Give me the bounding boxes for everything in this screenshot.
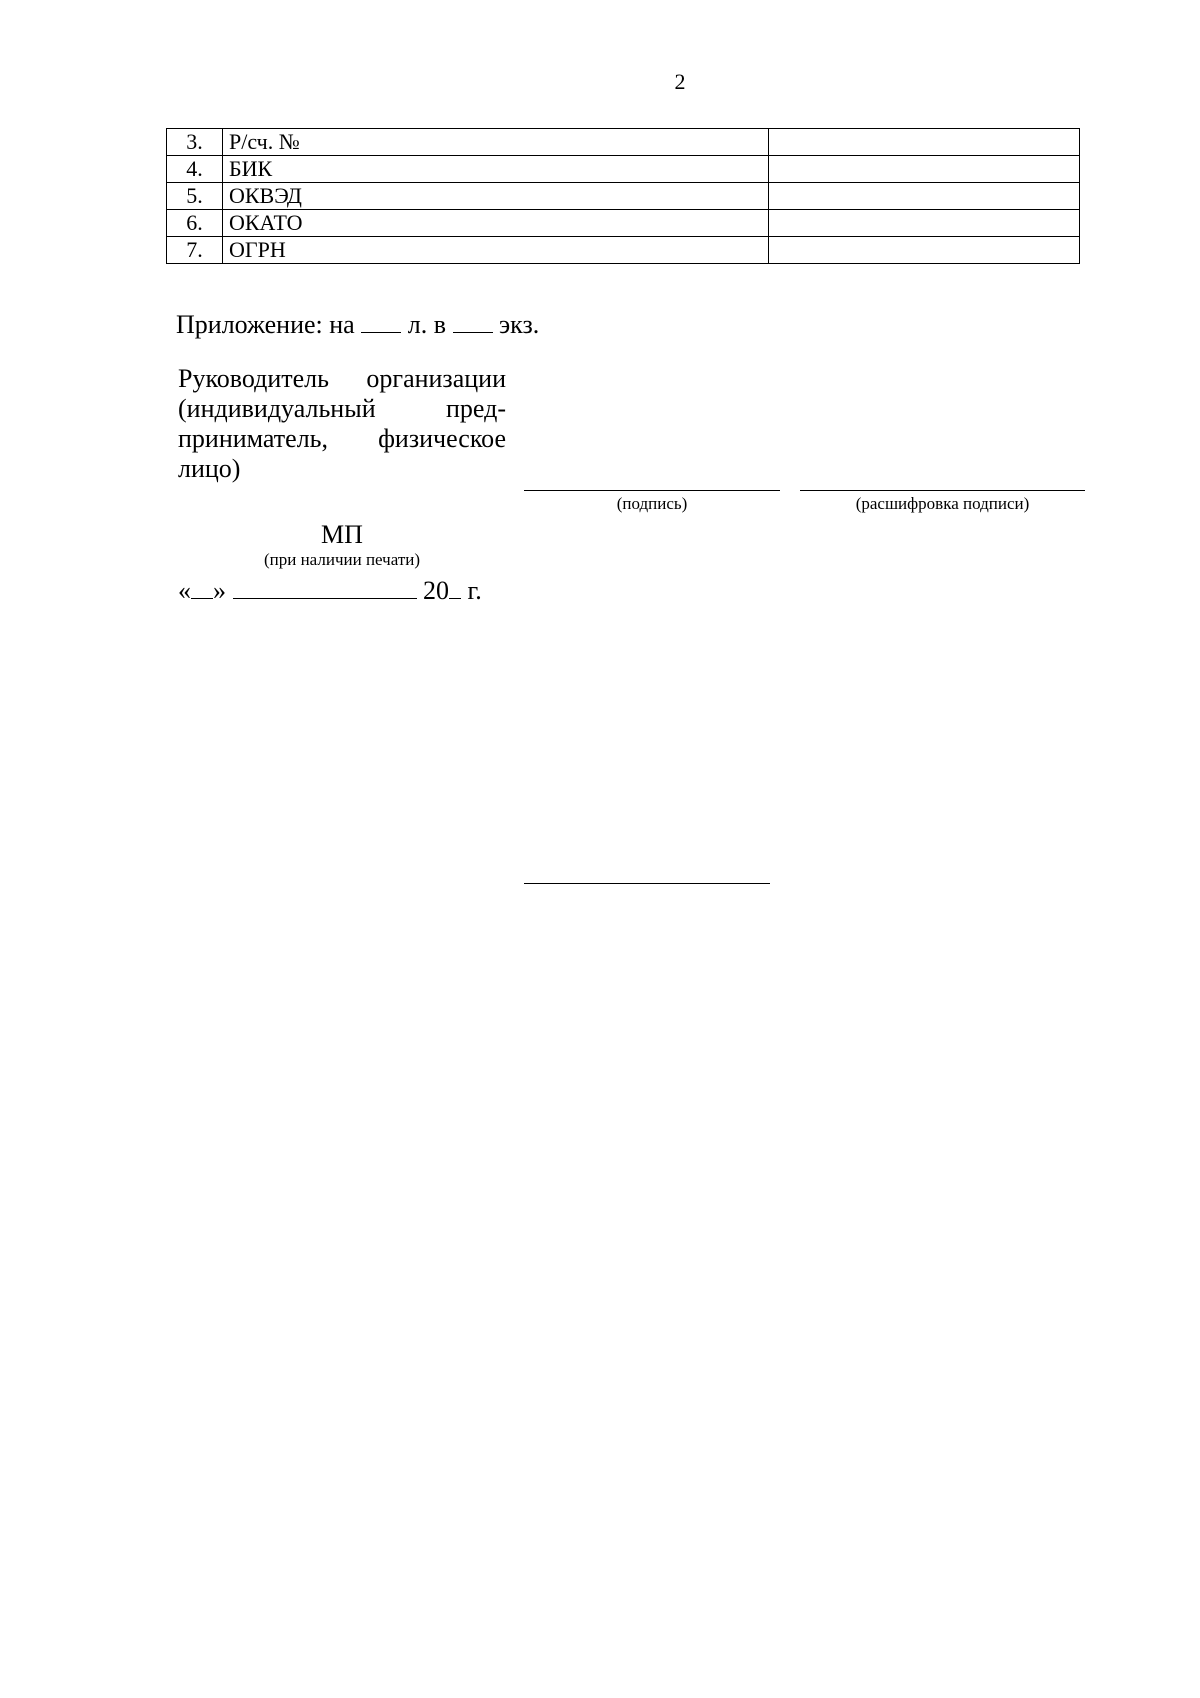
signatory-label: Руководитель организации (индивидуальный предприниматель, физическое лицо) bbox=[178, 364, 506, 483]
row-number: 7. bbox=[167, 237, 223, 264]
row-label: БИК bbox=[223, 156, 769, 183]
table-row bbox=[167, 237, 1080, 264]
row-label: ОКАТО bbox=[223, 210, 769, 237]
row-label: ОГРН bbox=[223, 237, 769, 264]
sheets-blank[interactable] bbox=[361, 310, 401, 333]
signature-decode-line[interactable] bbox=[800, 490, 1085, 491]
month-blank[interactable] bbox=[233, 576, 417, 599]
attachment-middle: л. в bbox=[407, 310, 446, 339]
attachment-suffix: экз. bbox=[499, 310, 540, 339]
page-number: 2 bbox=[674, 69, 686, 94]
year-suffix: г. bbox=[467, 576, 482, 605]
row-label: ОКВЭД bbox=[223, 183, 769, 210]
year-prefix: 20 bbox=[423, 576, 449, 605]
requisites-table bbox=[166, 128, 1080, 264]
row-value-cell[interactable] bbox=[769, 156, 1080, 183]
year-blank[interactable] bbox=[449, 576, 461, 599]
table-row bbox=[167, 210, 1080, 237]
row-label: Р/сч. № bbox=[223, 129, 769, 156]
row-value-cell[interactable] bbox=[769, 183, 1080, 210]
signature-decode-caption: (расшифровка подписи) bbox=[855, 494, 1030, 513]
date-close-quote: » bbox=[213, 576, 226, 605]
row-number: 5. bbox=[167, 183, 223, 210]
attachment-prefix: Приложение: на bbox=[176, 310, 355, 339]
table-row bbox=[167, 129, 1080, 156]
stamp-note: (при наличии печати) bbox=[263, 550, 421, 569]
copies-blank[interactable] bbox=[453, 310, 493, 333]
row-number: 4. bbox=[167, 156, 223, 183]
footnote-separator-line bbox=[524, 883, 770, 884]
signature-line[interactable] bbox=[524, 490, 780, 491]
row-number: 6. bbox=[167, 210, 223, 237]
date-line bbox=[178, 576, 482, 606]
signature-caption: (подпись) bbox=[616, 494, 688, 513]
date-open-quote: « bbox=[178, 576, 191, 605]
table-row bbox=[167, 156, 1080, 183]
stamp-label: МП bbox=[321, 520, 363, 549]
row-value-cell[interactable] bbox=[769, 210, 1080, 237]
row-value-cell[interactable] bbox=[769, 129, 1080, 156]
attachment-line bbox=[176, 310, 539, 340]
day-blank[interactable] bbox=[191, 576, 213, 599]
row-number: 3. bbox=[167, 129, 223, 156]
table-row bbox=[167, 183, 1080, 210]
row-value-cell[interactable] bbox=[769, 237, 1080, 264]
